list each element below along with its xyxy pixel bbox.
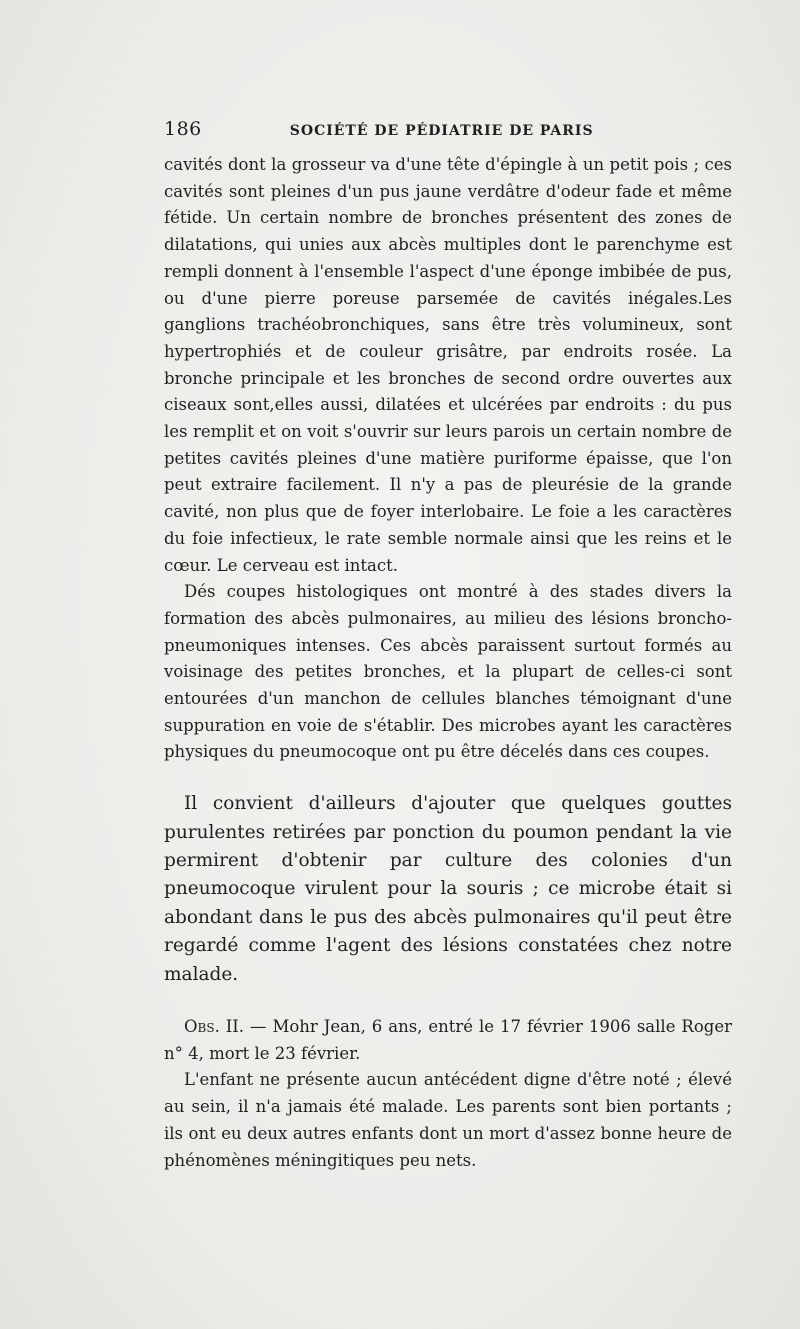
- running-title: SOCIÉTÉ DE PÉDIATRIE DE PARIS: [289, 123, 594, 139]
- page-number: 186: [164, 118, 202, 140]
- paragraph-autopsy-findings: cavités dont la grosseur va d'une tête d'épingle à un petit pois ; ces cavités sont pleines d'un pus jaune verdâtre d'odeur fade et même fétide. Un certain nombre de bronches présentent des zones de dilatations, qui unies aux abcès multiples dont le parenchyme est rempli donnent à l'ensemble l'aspect d'une éponge imbibée de pus, ou d'une pierre poreuse parsemée de cavités inégales.Les ganglions trachéobronchiques, sans être très volumineux, sont hypertrophiés et de couleur grisâtre, par endroits rosée. La bronche principale et les bronches de second ordre ouvertes aux ciseaux sont,elles aussi, dilatées et ulcérées par endroits : du pus les remplit et on voit s'ouvrir sur leurs parois un certain nombre de petites cavités pleines d'une matière puriforme épaisse, que l'on peut extraire facilement. Il n'y a pas de pleurésie de la grande cavité, non plus que de foyer interlobaire. Le foie a les caractères du foie infectieux, le rate semble normale ainsi que les reins et le cœur. Le cerveau est intact.: [164, 155, 732, 575]
- page-header: [164, 118, 732, 140]
- observation-text: — Mohr Jean, 6 ans, entré le 17 février 1906 salle Roger n° 4, mort le 23 février.: [164, 1017, 732, 1063]
- paragraph-culture: Il convient d'ailleurs d'ajouter que quelques gouttes purulentes retirées par ponction du poumon pendant la vie permirent d'obtenir par culture des colonies d'un pneumocoque virulent pour la souris ; ce microbe était si abondant dans le pus des abcès pulmonaires qu'il peut être regardé comme l'agent des lésions constatées chez notre malade.: [164, 793, 732, 985]
- observation-label: Obs. II.: [184, 1017, 245, 1037]
- paragraph-history: L'enfant ne présente aucun antécédent digne d'être noté ; élevé au sein, il n'a jamais été malade. Les parents sont bien portants ; ils ont eu deux autres enfants dont un mort d'assez bonne heure de phénomènes méningitiques peu nets.: [164, 1070, 732, 1170]
- observation-heading: [164, 1014, 732, 1067]
- paragraph-histology: Dés coupes histologiques ont montré à des stades divers la formation des abcès pulmonaires, au milieu des lésions broncho-pneumoniques intenses. Ces abcès paraissent surtout formés au voisinage des petites bronches, et la plupart de celles-ci sont entourées d'un manchon de cellules blanches témoignant d'une suppuration en voie de s'établir. Des microbes ayant les caractères physiques du pneumocoque ont pu être décelés dans ces coupes.: [164, 582, 732, 762]
- body-text: [164, 152, 732, 1174]
